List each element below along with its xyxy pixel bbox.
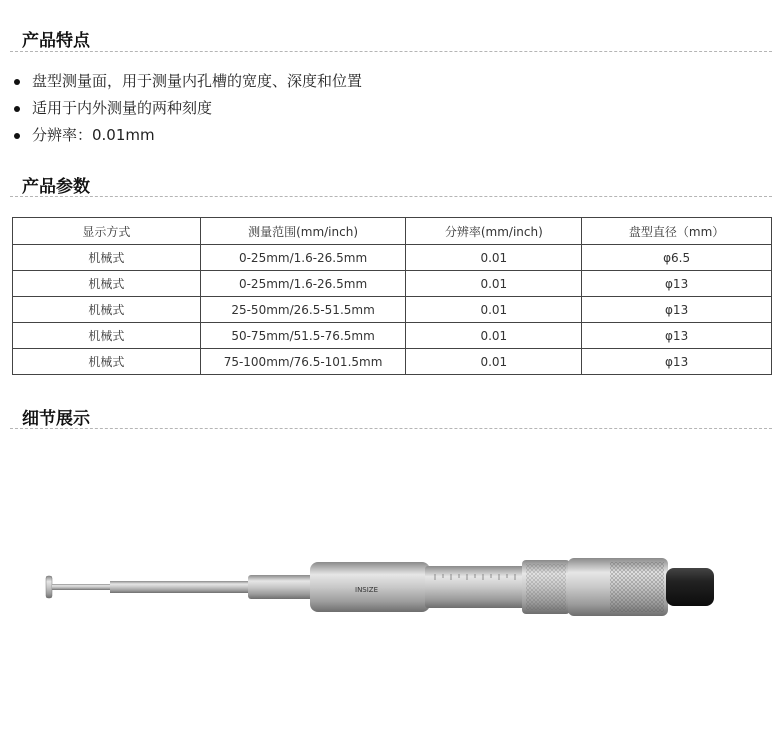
table-cell: φ13 (582, 297, 772, 323)
table-row (13, 271, 772, 297)
feature-text: 分辨率：0.01mm (32, 126, 155, 144)
table-row (13, 297, 772, 323)
table-cell: φ13 (582, 271, 772, 297)
table-cell: 0-25mm/1.6-26.5mm (200, 271, 406, 297)
table-cell: φ6.5 (582, 245, 772, 271)
table-cell: 0.01 (406, 245, 582, 271)
table-row (13, 349, 772, 375)
table-cell: 0.01 (406, 271, 582, 297)
params-section-title: 产品参数 (22, 177, 90, 197)
table-cell: 0.01 (406, 349, 582, 375)
table-cell: 50-75mm/51.5-76.5mm (200, 323, 406, 349)
brand-marking: INSIZE (355, 586, 379, 594)
table-row (13, 245, 772, 271)
table-cell: 0.01 (406, 323, 582, 349)
bullet-icon (14, 106, 20, 112)
section-divider (10, 51, 772, 52)
bullet-icon (14, 79, 20, 85)
table-row (13, 323, 772, 349)
table-cell: 机械式 (13, 349, 201, 375)
table-cell: 机械式 (13, 297, 201, 323)
column-header: 显示方式 (13, 218, 201, 245)
section-divider (10, 428, 772, 429)
table-cell: 25-50mm/26.5-51.5mm (200, 297, 406, 323)
feature-list (14, 68, 362, 149)
table-cell: φ13 (582, 349, 772, 375)
table-cell: 机械式 (13, 323, 201, 349)
feature-item (14, 68, 362, 95)
bullet-icon (14, 133, 20, 139)
table-header-row (13, 218, 772, 245)
feature-item (14, 95, 362, 122)
column-header: 分辨率(mm/inch) (406, 218, 582, 245)
column-header: 盘型直径（mm） (582, 218, 772, 245)
section-divider (10, 196, 772, 197)
table-cell: 0.01 (406, 297, 582, 323)
params-table (12, 217, 772, 375)
feature-text: 盘型测量面，用于测量内孔槽的宽度、深度和位置 (32, 72, 363, 90)
features-section-title: 产品特点 (22, 31, 90, 51)
table-cell: 机械式 (13, 245, 201, 271)
table-cell: 0-25mm/1.6-26.5mm (200, 245, 406, 271)
feature-text: 适用于内外测量的两种刻度 (32, 99, 213, 117)
table-cell: 75-100mm/76.5-101.5mm (200, 349, 406, 375)
table-cell: 机械式 (13, 271, 201, 297)
column-header: 测量范围(mm/inch) (200, 218, 406, 245)
disc-micrometer-image (40, 550, 730, 630)
details-section-title: 细节展示 (22, 409, 90, 429)
feature-item (14, 122, 362, 149)
table-cell: φ13 (582, 323, 772, 349)
